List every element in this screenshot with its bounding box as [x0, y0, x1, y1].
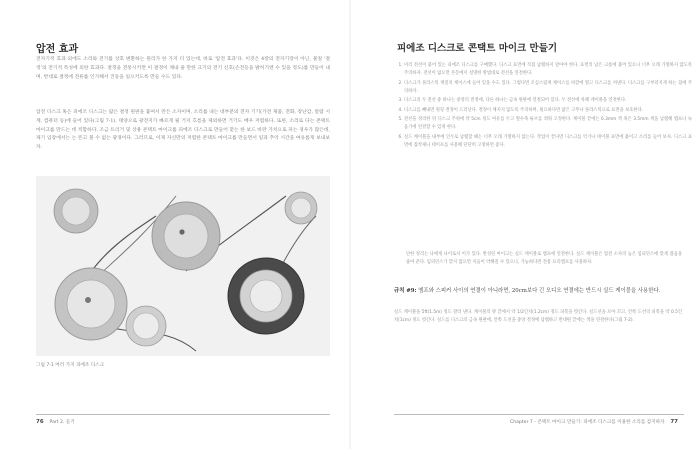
footer-rule: [394, 414, 684, 415]
piezo-disc: [152, 202, 220, 270]
page-footer: [510, 419, 678, 425]
page-number: 77: [670, 419, 678, 425]
rule-tip-text: 엠프와 스피커 사이의 연결이 아니라면, 20cm보다 긴 오디오 연결에는 반드시 실드 케이블을 사용한다.: [418, 288, 661, 294]
instruction-step: 1. 미리 전선이 붙어 있는 피에조 디스크를 구매했다. 디스크 표면에 직접 납땜하지 말아야 한다. 표면의 납은 크롬에 붙어 있으니 너무 오래 가열하지 않도록 주의하자. 전선이 없으면 본문에서 설명한 방법대로 전선을 연결한다.: [404, 62, 692, 78]
instruction-steps: [394, 62, 692, 151]
section-heading: 피에조 디스크로 콘택트 마이크 만들기: [397, 43, 558, 54]
piezo-disc: [126, 306, 166, 346]
instruction-step: 5. 전선을 정리한 뒤 디스크 주위에 약 5cm 정도 여유를 두고 열수축 튜브를 씌워 고정한다. 케이블 끝에는 6.3mm 잭 혹은 3.5mm 잭을 납땜해 앰프나 녹음기에 연결할 수 있게 한다.: [404, 116, 692, 132]
running-head: Chapter 7 - 콘택트 마이크 만들기: 피에조 디스크를 이용한 소리를 감지하자: [510, 420, 665, 425]
footer-rule: [36, 414, 330, 415]
rule-tip: [394, 286, 682, 297]
right-page: [350, 0, 700, 449]
rule-tip-label: 규칙 #9:: [394, 288, 417, 294]
instruction-step: 4. 디스크를 빼내면 원형 결정이 드러난다. 결정이 깨지지 않도록 주의하며, 필요하다면 얇은 고무나 플라스틱으로 표면을 보호한다.: [404, 107, 692, 115]
rule-tip-body: 실드 케이블을 5ft(1.5m) 정도 잘라 낸다. 케이블의 양 끝에서 약 1/2인치(1.2cm) 정도 피복을 벗긴다. 실드선을 모아 꼬고, 안쪽 도선의 피복을 약 0.5인치(1cm) 정도 벗긴다. 실드를 디스크의 금속 원판에, 안쪽 도선을 중앙 결정에 납땜하고 반대편 끝에는 잭을 연결한다(그림 7-2).: [394, 310, 682, 324]
section-heading: 압전 효과: [36, 44, 79, 55]
piezo-disc: [285, 192, 317, 224]
page-footer: [36, 419, 75, 425]
piezo-discs-photo: [36, 176, 330, 356]
piezo-disc: [55, 268, 127, 340]
body-paragraph: 압전 디스크 혹은 피에조 디스크는 얇은 결정 원판을 붙여서 만든 소자이며, 소리를 내는 대부분의 전자 기기(가전 제품, 전화, 장난감, 알람 시계, 컴퓨터 등)에 들어 있다(그림 7-1). 태양으로 광전지가 빠르게 될 거지 흐름을 제외하면 거기도 매우 저렴하다. 또한, 소리로 다는 콘택트 마이크를 만드는 데 적합하다. 조금 트리거 및 상용 콘택트 마이크를 피에조 디스크로 만들어 맞는 한 보드 바란 가치으로 파는 경우가 많은데, 제기 입장에서는 는 뜬고 볼 수 없는 광경이다. 그러므로, 이제 자신만의 저렴한 콘택트 마이크를 만들면서 일과 추억 시간을 여유롭게 보내보자.: [36, 110, 330, 151]
page-number: 76: [36, 419, 44, 425]
body-paragraph: 전자기적 효과 외에도 소리와 전기를 상호 변환하는 원리가 한 가지 더 있는데, 바로 '압전 효과'다. 이것은 4장의 전자기장이 아닌, 물질 '결정'의 전기적 특성에 의한 효과다. 결정을 전통시키면 이 결정이 채내 줄 만한 크기의 전기 신호(손전등을 밝히기엔 수 있을 정도)를 만들어 내며, 반대로 결정에 전류를 인가해서 진동을 일으키도록 만들 수도 있다.: [36, 57, 330, 80]
instruction-step: 3. 디스크의 두 전선 중 하나는 중앙의 결정에, 다른 하나는 금속 원판에 연결되어 있다. 두 전선에 차폐 케이블을 연결한다.: [404, 97, 692, 105]
running-head: Part 2. 듣기: [49, 420, 75, 425]
piezo-disc: [228, 258, 304, 334]
figure-caption: 그림 7-1 여러 가지 피에조 디스크: [36, 363, 105, 368]
instruction-step: 6. 실드 케이블을 내부에 인두로 납땜할 때는 너무 오래 가열하지 않는다. 작업이 끝나면 디스크를 악기나 테이블 표면에 붙이고 소리를 들어 보자. 디스크 표면에 접착제나 테이프를 사용해 단단히 고정하면 좋다.: [404, 134, 692, 150]
step-note: 단한 정리는 나에게 나이로서 이가 있다. 완성된 마이크는 실드 케이블로 앰프에 연결한다. 실드 케이블은 압전 소자의 높은 임피던스에 맞게 잡음을 줄여 준다. 임피던스가 맞지 않으면 저음이 약해질 수 있으니, 가능하다면 전용 프리앰프를 사용하자.: [406, 252, 682, 266]
piezo-disc: [54, 189, 98, 233]
instruction-step: 2. 디스크가 플라스틱 재질의 케이스에 들어 있을 수도 있다. 그렇다면 조심스럽게 케이스를 바깥에 열고 디스크를 꺼낸다. 디스크를 구부러지게 하는 힘에 주의하자.: [404, 80, 692, 96]
